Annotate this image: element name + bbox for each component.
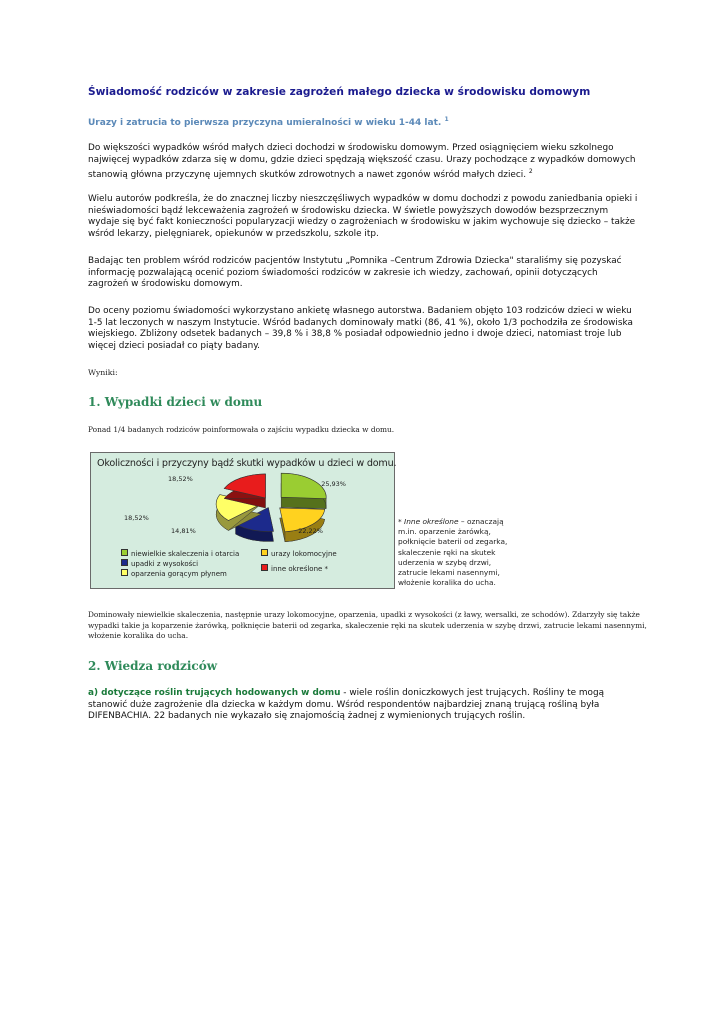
legend-swatch xyxy=(261,549,268,556)
legend-label: inne określone * xyxy=(271,565,329,573)
footnote-ref-1[interactable]: 1 xyxy=(444,116,449,123)
chart-note-lead: * Inne określone xyxy=(398,517,459,526)
legend-label: urazy lokomocyjne xyxy=(271,550,337,558)
pie-label-4: 18,52% xyxy=(124,514,149,522)
subtitle-text: Urazy i zatrucia to pierwsza przyczyna umieralności w wieku 1-44 lat. xyxy=(88,118,442,128)
legend-swatch xyxy=(121,559,128,566)
section-2-paragraph xyxy=(88,688,640,723)
pie-chart xyxy=(90,452,395,589)
chart-note xyxy=(398,517,518,588)
legend-label: niewielkie skaleczenia i otarcia xyxy=(131,550,240,558)
footnote-ref-2[interactable]: 2 xyxy=(528,168,533,176)
pie-label-5: 18,52% xyxy=(168,475,193,483)
legend-item-5 xyxy=(261,564,328,573)
section-2-heading: 2. Wiedza rodziców xyxy=(88,659,218,673)
chart-title: Okoliczności i przyczyny bądź skutki wypadków u dzieci w domu. xyxy=(97,458,397,469)
pie-slice-2 xyxy=(280,508,325,542)
legend-item-2 xyxy=(261,549,337,558)
legend-label: upadki z wysokości xyxy=(131,560,199,568)
paragraph-1-text: Do większości wypadków wśród małych dzieci dochodzi w środowisku domowym. Przed osiągnięciem wieku szkolnego najwięcej wypadków zdarza się w domu, gdzie dzieci spędzają większość czasu. Urazy pochodzące z wypadków domowych stanowią główna przyczynę ujemnych skutków zdrowotnych a nawet zgonów wśród małych dzieci. xyxy=(88,143,636,181)
paragraph-3: Badając ten problem wśród rodziców pacjentów Instytutu „Pomnika –Centrum Zdrowia Dziecka" staraliśmy się pozyskać informację pozwalającą ocenić poziom świadomości rodziców w zakresie ich wiedzy, zachowań, opinii dotyczących zagrożeń w środowisku domowym. xyxy=(88,256,622,290)
subtitle xyxy=(88,116,449,128)
section-1-heading: 1. Wypadki dzieci w domu xyxy=(88,395,263,409)
legend-swatch xyxy=(121,569,128,576)
results-label: Wyniki: xyxy=(88,368,118,377)
section-2-text: - wiele roślin doniczkowych jest trujących. Rośliny te mogą stanowić duże zagrożenie dla dziecka w każdym domu. Wśród respondentów najbardziej znaną trującą rośliną była DIFENBACHIA. 22 badanych nie wykazało się znajomością żadnej z wymienionych trujących roślin. xyxy=(88,688,605,722)
paragraph-1 xyxy=(88,143,640,182)
chart-note-text: – oznaczają m.in. oparzenie żarówką, połknięcie baterii od zegarka, skaleczenie ręki na skutek uderzenia w szybę drzwi, zatrucie lekami nasennymi, włożenie koralika do ucha. xyxy=(398,517,508,588)
paragraph-2: Wielu autorów podkreśla, że do znacznej liczby nieszczęśliwych wypadków w domu dochodzi z powodu zaniedbania opieki i nieświadomości bądź lekceważenia zagrożeń w środowisku dziecka. W świetle powyższych dowodów bezsprzecznym wydaje się być fakt konieczności popularyzacji wiedzy o zagrożeniach w środowisku w jakim wychowuje się dziecko – także wśród lekarzy, pielęgniarek, opiekunów w przedszkolu, szkole itp. xyxy=(88,194,638,239)
section-2-lead: a) dotyczące roślin trujących hodowanych w domu xyxy=(88,688,341,698)
pie-slice-1 xyxy=(281,473,326,508)
legend-swatch xyxy=(261,564,268,571)
pie-label-2: 22,22% xyxy=(298,527,323,535)
legend-item-3 xyxy=(121,559,198,568)
legend-label: oparzenia gorącym płynem xyxy=(131,570,227,578)
section-1-caption: Dominowały niewielkie skaleczenia, następnie urazy lokomocyjne, oparzenia, upadki z wysokości (z ławy, wersalki, ze schodów). Zdarzyły się także wypadki takie ja koparzenie żarówką, połknięcie baterii od zegarka, skaleczenie ręki na skutek uderzenia w szybę drzwi, zatrucie lekami nasennymi, włożenie koralika do ucha. xyxy=(88,610,647,640)
pie-label-1: 25,93% xyxy=(321,480,346,488)
section-1-intro: Ponad 1/4 badanych rodziców poinformowała o zajściu wypadku dziecka w domu. xyxy=(88,425,395,434)
paragraph-4: Do oceny poziomu świadomości wykorzystano ankietę własnego autorstwa. Badaniem objęto 103 rodziców dzieci w wieku 1-5 lat leczonych w naszym Instytucie. Wśród badanych dominowały matki (86, 41 %), około 1/3 pochodziła ze środowiska wiejskiego. Zbliżony odsetek badanych – 39,8 % i 38,8 % posiadał odpowiednio jedno i dwoje dzieci, natomiast troje lub więcej dzieci posiadał co piąty badany. xyxy=(88,306,633,351)
legend-item-4 xyxy=(121,569,227,578)
pie-label-3: 14,81% xyxy=(171,527,196,535)
legend-item-1 xyxy=(121,549,239,558)
legend-swatch xyxy=(121,549,128,556)
document-title: Świadomość rodziców w zakresie zagrożeń małego dziecka w środowisku domowym xyxy=(88,86,591,98)
